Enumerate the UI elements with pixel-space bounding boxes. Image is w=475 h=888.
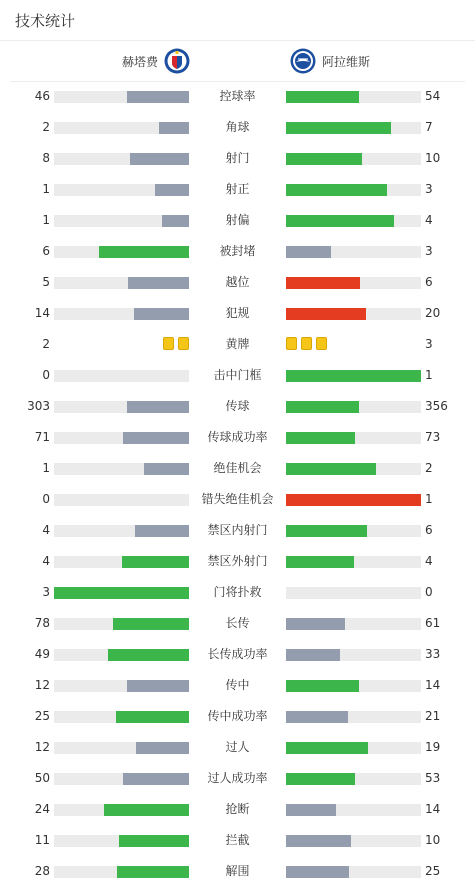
home-bar-fill (123, 773, 189, 785)
home-value: 8 (42, 151, 50, 165)
stat-row (0, 546, 475, 577)
away-bar-track (286, 401, 421, 413)
home-bar-track (54, 153, 189, 165)
yellow-card-icon (178, 337, 189, 350)
home-bar-track (54, 804, 189, 816)
home-bar-track (54, 835, 189, 847)
stat-row (0, 608, 475, 639)
yellow-card-icon (316, 337, 327, 350)
home-bar-track (54, 866, 189, 878)
home-bar-track (54, 525, 189, 537)
stat-label: 传球 (225, 399, 250, 413)
away-value: 19 (425, 740, 441, 754)
home-bar-fill (134, 308, 189, 320)
stat-label: 击中门框 (213, 368, 262, 382)
home-bar-track (54, 618, 189, 630)
away-bar-fill (286, 618, 345, 630)
away-bar-fill (286, 711, 348, 723)
away-bar-fill (286, 556, 354, 568)
away-value: 10 (425, 833, 441, 847)
away-bar-track (286, 215, 421, 227)
stat-label: 绝佳机会 (213, 461, 262, 475)
stat-label: 传球成功率 (207, 430, 268, 444)
stat-row (0, 205, 475, 236)
home-bar-track (54, 494, 189, 506)
away-team-name: 阿拉维斯 (322, 54, 371, 69)
home-value: 12 (34, 740, 50, 754)
home-value: 71 (34, 430, 50, 444)
home-bar-track (54, 184, 189, 196)
home-bar-fill (99, 246, 189, 258)
home-value: 28 (34, 864, 50, 878)
home-bar-fill (108, 649, 189, 661)
home-bar-fill (130, 153, 189, 165)
stat-label: 抢断 (225, 802, 250, 816)
stat-label: 被封堵 (219, 244, 256, 258)
home-bar-fill (144, 463, 189, 475)
away-bar-track (286, 91, 421, 103)
home-bar-track (54, 91, 189, 103)
away-bar-fill (286, 277, 360, 289)
home-value: 303 (27, 399, 50, 413)
home-bar-track (54, 773, 189, 785)
home-bar-fill (117, 866, 189, 878)
away-value: 4 (425, 213, 433, 227)
away-value: 3 (425, 337, 433, 351)
away-bar-track (286, 680, 421, 692)
away-bar-fill (286, 432, 355, 444)
home-yellow-cards (163, 337, 189, 351)
home-bar-fill (116, 711, 189, 723)
stat-label: 传中 (225, 678, 250, 692)
away-value: 33 (425, 647, 441, 661)
away-value: 61 (425, 616, 441, 630)
away-bar-track (286, 308, 421, 320)
away-bar-track (286, 525, 421, 537)
away-bar-fill (286, 835, 351, 847)
home-value: 4 (42, 523, 50, 537)
stat-row (0, 329, 475, 360)
home-value: 49 (34, 647, 50, 661)
away-value: 73 (425, 430, 441, 444)
home-value: 14 (34, 306, 50, 320)
stat-label: 越位 (225, 275, 250, 289)
stat-label: 解围 (225, 864, 250, 878)
yellow-card-icon (286, 337, 297, 350)
home-bar-fill (127, 91, 189, 103)
stat-row (0, 236, 475, 267)
stat-row (0, 794, 475, 825)
away-value: 14 (425, 802, 441, 816)
away-bar-track (286, 835, 421, 847)
away-value: 1 (425, 492, 433, 506)
stat-row (0, 701, 475, 732)
away-bar-fill (286, 401, 359, 413)
home-value: 1 (42, 182, 50, 196)
home-bar-track (54, 587, 189, 599)
away-value: 3 (425, 182, 433, 196)
away-bar-fill (286, 184, 387, 196)
stat-row (0, 763, 475, 794)
away-bar-fill (286, 804, 336, 816)
stat-row (0, 484, 475, 515)
home-value: 78 (34, 616, 50, 630)
stat-row (0, 856, 475, 887)
home-value: 25 (34, 709, 50, 723)
away-bar-track (286, 773, 421, 785)
home-value: 4 (42, 554, 50, 568)
home-bar-track (54, 277, 189, 289)
away-bar-track (286, 556, 421, 568)
home-value: 1 (42, 213, 50, 227)
stat-row (0, 825, 475, 856)
away-bar-fill (286, 246, 331, 258)
home-bar-track (54, 246, 189, 258)
home-bar-track (54, 401, 189, 413)
away-bar-fill (286, 773, 355, 785)
home-bar-track (54, 308, 189, 320)
away-value: 6 (425, 523, 433, 537)
away-bar-fill (286, 866, 349, 878)
home-value: 12 (34, 678, 50, 692)
home-bar-fill (127, 680, 189, 692)
home-bar-fill (123, 432, 189, 444)
home-bar-track (54, 680, 189, 692)
stat-row (0, 298, 475, 329)
home-bar-track (54, 432, 189, 444)
stat-row (0, 143, 475, 174)
yellow-card-icon (301, 337, 312, 350)
home-value: 3 (42, 585, 50, 599)
away-value: 4 (425, 554, 433, 568)
home-value: 11 (34, 833, 50, 847)
stat-label: 长传 (225, 616, 250, 630)
away-value: 25 (425, 864, 441, 878)
away-bar-track (286, 866, 421, 878)
away-bar-track (286, 649, 421, 661)
away-bar-track (286, 432, 421, 444)
stat-row (0, 174, 475, 205)
stat-row (0, 639, 475, 670)
home-value: 46 (34, 89, 50, 103)
away-value: 2 (425, 461, 433, 475)
stat-row (0, 515, 475, 546)
home-bar-fill (128, 277, 189, 289)
away-yellow-cards (286, 337, 327, 351)
home-value: 6 (42, 244, 50, 258)
away-value: 10 (425, 151, 441, 165)
home-bar-fill (113, 618, 189, 630)
home-bar-fill (54, 587, 189, 599)
away-bar-track (286, 370, 421, 382)
away-team[interactable] (290, 48, 370, 74)
stats-header-title: 技术统计 (15, 12, 76, 30)
home-bar-fill (122, 556, 190, 568)
away-value: 53 (425, 771, 441, 785)
home-bar-track (54, 463, 189, 475)
stat-label: 门将扑救 (213, 585, 262, 599)
stat-row (0, 422, 475, 453)
home-bar-track (54, 122, 189, 134)
away-bar-fill (286, 215, 394, 227)
stats-list (0, 81, 475, 887)
home-bar-fill (119, 835, 189, 847)
stat-label: 禁区外射门 (207, 554, 268, 568)
home-bar-track (54, 711, 189, 723)
stat-label: 控球率 (219, 89, 256, 103)
stat-label: 错失绝佳机会 (201, 492, 274, 506)
away-bar-fill (286, 649, 340, 661)
stat-label: 黄牌 (225, 337, 250, 351)
stat-row (0, 453, 475, 484)
home-value: 2 (42, 120, 50, 134)
home-team[interactable] (122, 48, 190, 74)
stat-label: 拦截 (225, 833, 250, 847)
away-bar-track (286, 153, 421, 165)
stat-row (0, 112, 475, 143)
away-bar-fill (286, 153, 362, 165)
away-bar-track (286, 587, 421, 599)
away-bar-fill (286, 370, 421, 382)
home-value: 0 (42, 368, 50, 382)
stat-label: 长传成功率 (207, 647, 268, 661)
away-bar-track (286, 618, 421, 630)
away-bar-fill (286, 680, 359, 692)
home-bar-fill (135, 525, 189, 537)
away-value: 7 (425, 120, 433, 134)
stat-row (0, 267, 475, 298)
yellow-card-icon (163, 337, 174, 350)
home-bar-track (54, 742, 189, 754)
stat-label: 射门 (225, 151, 250, 165)
stat-label: 过人 (225, 740, 250, 754)
away-bar-track (286, 804, 421, 816)
away-value: 20 (425, 306, 441, 320)
stat-label: 角球 (225, 120, 250, 134)
away-bar-track (286, 742, 421, 754)
away-value: 14 (425, 678, 441, 692)
away-bar-fill (286, 91, 359, 103)
home-value: 1 (42, 461, 50, 475)
away-value: 3 (425, 244, 433, 258)
home-bar-track (54, 215, 189, 227)
stat-label: 犯规 (225, 306, 250, 320)
away-bar-track (286, 711, 421, 723)
away-value: 54 (425, 89, 441, 103)
home-bar-track (54, 649, 189, 661)
home-bar-fill (155, 184, 189, 196)
away-bar-fill (286, 463, 376, 475)
home-bar-fill (162, 215, 189, 227)
home-bar-track (54, 370, 189, 382)
stat-row (0, 732, 475, 763)
home-value: 2 (42, 337, 50, 351)
home-team-name: 赫塔费 (121, 54, 158, 69)
home-value: 0 (42, 492, 50, 506)
away-value: 356 (425, 399, 448, 413)
away-bar-fill (286, 742, 368, 754)
alaves-logo-icon (290, 48, 316, 74)
stat-row (0, 391, 475, 422)
away-bar-track (286, 277, 421, 289)
away-bar-track (286, 184, 421, 196)
stat-row (0, 360, 475, 391)
stat-row (0, 81, 475, 112)
home-bar-fill (127, 401, 189, 413)
away-bar-track (286, 463, 421, 475)
stat-label: 射偏 (225, 213, 250, 227)
teams-header (0, 41, 475, 81)
home-bar-track (54, 556, 189, 568)
getafe-logo-icon (164, 48, 190, 74)
away-bar-fill (286, 525, 367, 537)
away-bar-fill (286, 122, 391, 134)
home-bar-fill (136, 742, 189, 754)
home-bar-fill (104, 804, 189, 816)
home-value: 50 (34, 771, 50, 785)
away-value: 6 (425, 275, 433, 289)
stat-label: 射正 (225, 182, 250, 196)
away-bar-track (286, 122, 421, 134)
home-value: 5 (42, 275, 50, 289)
away-value: 1 (425, 368, 433, 382)
away-bar-track (286, 246, 421, 258)
home-bar-fill (159, 122, 189, 134)
away-bar-fill (286, 494, 421, 506)
away-value: 21 (425, 709, 441, 723)
stat-label: 禁区内射门 (207, 523, 268, 537)
home-value: 24 (34, 802, 50, 816)
away-bar-fill (286, 308, 366, 320)
stat-row (0, 670, 475, 701)
away-value: 0 (425, 585, 433, 599)
stat-label: 过人成功率 (207, 771, 268, 785)
away-bar-track (286, 494, 421, 506)
stat-label: 传中成功率 (207, 709, 268, 723)
stat-row (0, 577, 475, 608)
